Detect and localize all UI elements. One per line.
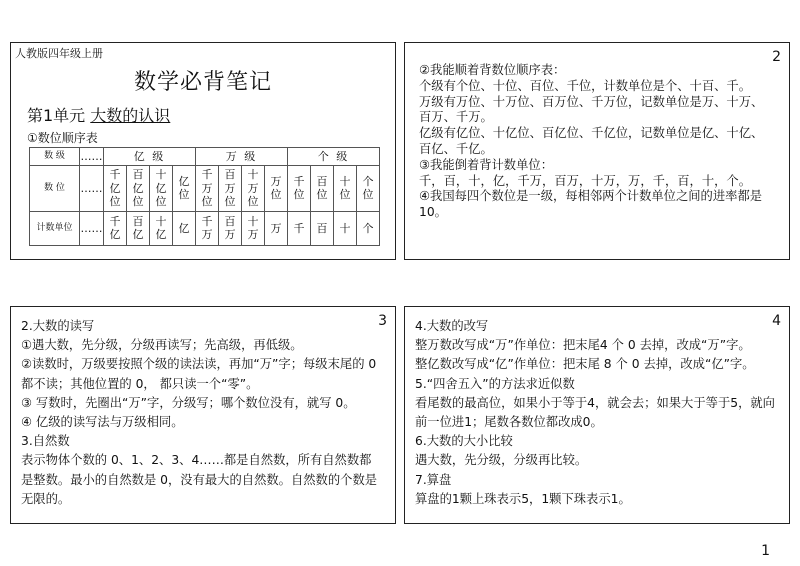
place-cell	[242, 166, 265, 212]
ellipsis-cell: ……	[80, 166, 104, 212]
unit-cell	[219, 212, 242, 246]
textbook-header: 人教版四年级上册	[15, 47, 103, 60]
text-line: ④我国每四个数位是一级，每相邻两个计数单位之间的进率都是10。	[419, 189, 763, 220]
card-page-1	[10, 42, 396, 260]
text-line: 表示物体个数的 0、1、2、3、4……都是自然数，所有自然数都是整数。最小的自然数是 0，没有最大的自然数。自然数的个数是无限的。	[21, 453, 378, 506]
table-row-units	[30, 212, 380, 246]
unit-cell	[265, 212, 288, 246]
unit-title: 大数的认识	[90, 106, 171, 125]
text-line: 遇大数，先分级，分级再比较。	[415, 453, 588, 468]
place-text: 百位	[316, 175, 328, 202]
text-line: ④ 亿级的读写法与万级相同。	[21, 415, 184, 430]
unit-text: 十亿	[155, 215, 167, 242]
page-title: 数学必背笔记	[133, 70, 272, 95]
table-row-places	[30, 166, 380, 212]
place-cell	[150, 166, 173, 212]
row-label: 数 级	[30, 148, 80, 166]
ellipsis-cell: ……	[80, 148, 104, 166]
place-text: 百万位	[224, 168, 236, 208]
unit-text: 亿	[178, 221, 190, 235]
place-text: 十亿位	[155, 168, 167, 208]
unit-text: 百	[316, 221, 328, 235]
text-line: 6.大数的大小比较	[415, 434, 513, 449]
unit-text: 十万	[247, 215, 259, 242]
unit-text: 千万	[201, 215, 213, 242]
text-line: 千，百，十，亿，千万，百万，十万，万，千，百，十，个。	[419, 173, 752, 188]
place-cell	[219, 166, 242, 212]
page-number: 1	[761, 543, 770, 559]
place-cell	[288, 166, 311, 212]
unit-cell	[357, 212, 380, 246]
unit-heading	[27, 103, 170, 126]
place-cell	[173, 166, 196, 212]
unit-prefix: 第1单元	[27, 106, 86, 125]
unit-cell	[242, 212, 265, 246]
table-row-levels	[30, 148, 380, 166]
place-text: 十位	[339, 175, 351, 202]
place-text: 十万位	[247, 168, 259, 208]
place-value-table	[29, 147, 380, 246]
text-line: 算盘的1颗上珠表示5，1颗下珠表示1。	[415, 491, 631, 506]
card-page-number: 3	[378, 313, 387, 329]
group-wan: 万 级	[196, 148, 288, 166]
place-text: 千位	[293, 175, 305, 202]
card-text	[419, 63, 775, 221]
text-line: 看尾数的最高位，如果小于等于4，就会去；如果大于等于5，就向前一位进1；尾数各数位都改成0。	[415, 395, 775, 430]
unit-cell	[311, 212, 334, 246]
unit-text: 千	[293, 221, 305, 235]
unit-text: 百亿	[132, 215, 144, 242]
card-page-number: 2	[772, 49, 781, 65]
text-line: 7.算盘	[415, 472, 452, 487]
place-cell	[104, 166, 127, 212]
text-line: 3.自然数	[21, 434, 70, 449]
text-line: 个级有个位、十位、百位、千位，计数单位是个、十百、千。	[419, 78, 752, 93]
place-text: 万位	[270, 175, 282, 202]
place-cell	[334, 166, 357, 212]
place-text: 个位	[362, 175, 374, 202]
section-subtitle: ①数位顺序表	[27, 131, 98, 145]
text-line: ③ 写数时，先圈出“万”字，分级写；哪个数位没有，就写 0。	[21, 395, 356, 410]
place-text: 百亿位	[132, 168, 144, 208]
unit-cell	[104, 212, 127, 246]
place-cell	[265, 166, 288, 212]
unit-cell	[173, 212, 196, 246]
ellipsis-cell: ……	[80, 212, 104, 246]
unit-cell	[334, 212, 357, 246]
card-page-number: 4	[772, 313, 781, 329]
unit-cell	[196, 212, 219, 246]
place-cell	[311, 166, 334, 212]
place-cell	[196, 166, 219, 212]
unit-text: 千亿	[109, 215, 121, 242]
unit-text: 十	[339, 221, 351, 235]
text-line: 5.“四舍五入”的方法求近似数	[415, 376, 575, 391]
unit-cell	[150, 212, 173, 246]
card-page-3	[10, 306, 396, 524]
text-line: ②我能顺着背数位顺序表：	[419, 63, 566, 77]
text-line: 亿级有亿位、十亿位、百亿位、千亿位，记数单位是亿、十亿、百亿、千亿。	[419, 126, 764, 156]
text-line: 整亿数改写成“亿”作单位：把末尾 8 个 0 去掉，改成“亿”字。	[415, 357, 755, 372]
group-ge: 个 级	[288, 148, 380, 166]
text-line: 4.大数的改写	[415, 319, 489, 333]
card-page-4	[404, 306, 790, 524]
text-line: ①遇大数，先分级，分级再读写；先高级，再低级。	[21, 338, 303, 353]
row-label: 计数单位	[30, 212, 80, 246]
unit-text: 百万	[224, 215, 236, 242]
unit-cell	[127, 212, 150, 246]
place-cell	[127, 166, 150, 212]
unit-text: 万	[270, 221, 282, 235]
card-page-2	[404, 42, 790, 260]
group-yi: 亿 级	[104, 148, 196, 166]
text-line: ③我能倒着背计数单位：	[419, 157, 553, 172]
place-text: 千万位	[201, 168, 213, 208]
place-text: 千亿位	[109, 168, 121, 208]
card-text	[21, 317, 381, 509]
unit-text: 个	[362, 221, 374, 235]
text-line: 2.大数的读写	[21, 319, 95, 333]
place-text: 亿位	[178, 175, 190, 202]
text-line: 整万数改写成“万”作单位：把末尾4 个 0 去掉，改成“万”字。	[415, 338, 751, 353]
row-label: 数 位	[30, 166, 80, 212]
unit-cell	[288, 212, 311, 246]
place-cell	[357, 166, 380, 212]
card-text	[415, 317, 777, 509]
text-line: ②读数时，万级要按照个级的读法读，再加“万”字；每级末尾的 0都不读；其他位置的 0， 都只读一个“零”。	[21, 357, 377, 391]
text-line: 万级有万位、十万位、百万位、千万位，记数单位是万、十万、百万、千万。	[419, 94, 764, 125]
